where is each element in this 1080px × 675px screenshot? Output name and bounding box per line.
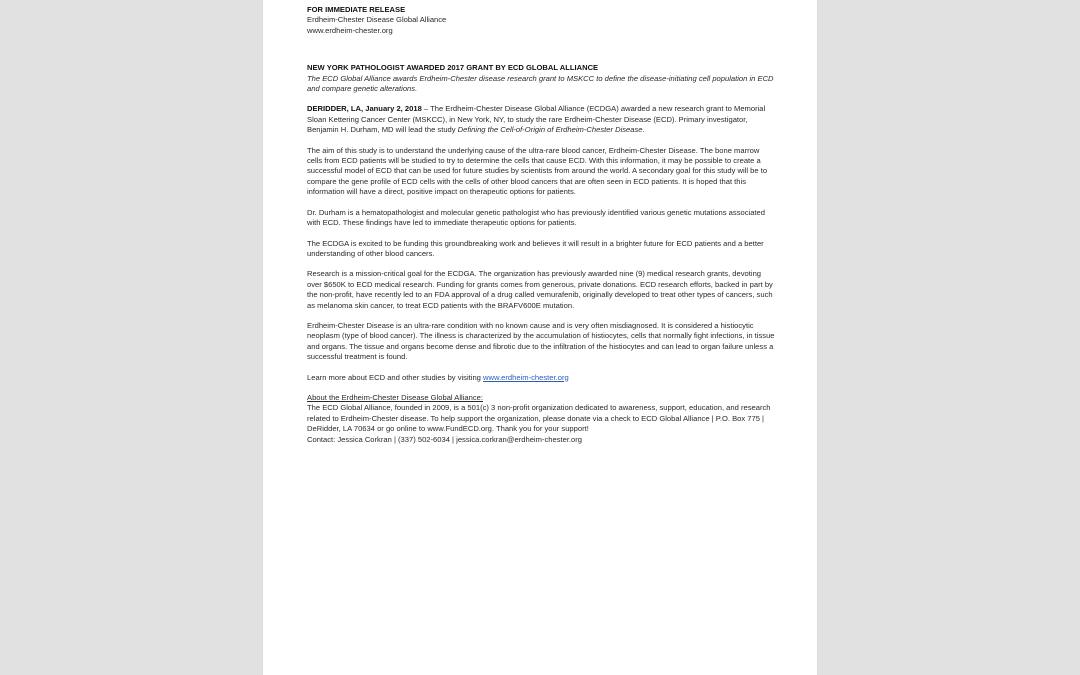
about-heading: About the Erdheim-Chester Disease Global Alliance: <box>307 392 484 402</box>
learn-more-paragraph <box>307 373 775 383</box>
lead-paragraph <box>307 104 775 135</box>
lead-end: . <box>642 125 645 135</box>
paragraph-disease: Erdheim-Chester Disease is an ultra-rare condition with no known cause and is very often misdiagnosed. It is considered a histiocytic neoplasm (type of blood cancer). The illness is characterized by the accumulation of histiocytes, cells that normally fight infections, in tissue and organs. The tissue and organs become dense and fibrotic due to the infiltration of the histiocytes and can lead to organ failure unless a successful treatment is found. <box>307 320 775 362</box>
release-org: Erdheim-Chester Disease Global Alliance <box>307 15 447 25</box>
pdf-page <box>263 0 817 675</box>
release-label: FOR IMMEDIATE RELEASE <box>307 5 406 14</box>
dateline: DERIDDER, LA, January 2, 2018 <box>307 104 422 114</box>
headline-title: NEW YORK PATHOLOGIST AWARDED 2017 GRANT BY ECD GLOBAL ALLIANCE <box>307 63 599 73</box>
release-url[interactable]: www.erdheim-chester.org <box>307 25 393 35</box>
headline-subtitle: The ECD Global Alliance awards Erdheim-Chester disease research grant to MSKCC to define the disease-initiating cell population in ECD and compare genetic alterations. <box>307 73 774 94</box>
paragraph-excited: The ECDGA is excited to be funding this groundbreaking work and believes it will result in a brighter future for ECD patients and a better understanding of other blood cancers. <box>307 238 764 258</box>
paragraph-durham: Dr. Durham is a hematopathologist and molecular genetic pathologist who has previously identified various genetic mutations associated with ECD. These findings have led to immediate therapeutic options for patients. <box>307 207 765 228</box>
paragraph-research: Research is a mission-critical goal for the ECDGA. The organization has previously awarded nine (9) medical research grants, devoting over $650K to ECD medical research. Funding for grants comes from generous, private donations. ECD research efforts, backed in part by the non-profit, have recently led to an FDA approval of a drug called vemurafenib, originally developed to treat other types of cancers, such as melanoma skin cancer, to treat ECD patients with the BRAFV600E mutation. <box>307 269 773 310</box>
about-body: The ECD Global Alliance, founded in 2009, is a 501(c) 3 non-profit organization dedicated to awareness, support, education, and research related to Erdheim-Chester disease. To help support the organization, please donate via a check to ECD Global Alliance | P.O. Box 775 | DeRidder, LA 70634 or go online to www.FundECD.org. Thank you for your support! <box>307 403 771 434</box>
contact-line: Contact: Jessica Corkran | (337) 502-6034 | jessica.corkran@erdheim-chester.org <box>307 434 583 444</box>
study-title: Defining the Cell-of-Origin of Erdheim-Chester Disease <box>457 125 643 135</box>
paragraph-aim: The aim of this study is to understand the underlying cause of the ultra-rare blood cancer, Erdheim-Chester Disease. The bone marrow cells from ECD patients will be studied to try to determine the cells that cause ECD. With this information, it may be possible to create a successful model of ECD that can be used for future studies by scientists from around the world. A secondary goal for this study will be to compare the gene profile of ECD cells with the cells of other blood cancers that are often seen in ECD patients. It is hoped that this information will have a direct, positive impact on therapeutic options for patients. <box>307 145 768 197</box>
press-release-content <box>307 5 775 445</box>
learn-more-text: Learn more about ECD and other studies by visiting <box>307 372 484 382</box>
lead-text: – The Erdheim-Chester Disease Global Alliance (ECDGA) awarded a new research grant to Memorial Sloan Kettering Cancer Center (MSKCC), in New York, NY, to study the rare Erdheim-Chester Disease (ECD). Primary investigator, Benjamin H. Durham, MD will lead the study <box>307 104 766 135</box>
learn-more-link[interactable]: www.erdheim-chester.org <box>483 372 569 382</box>
